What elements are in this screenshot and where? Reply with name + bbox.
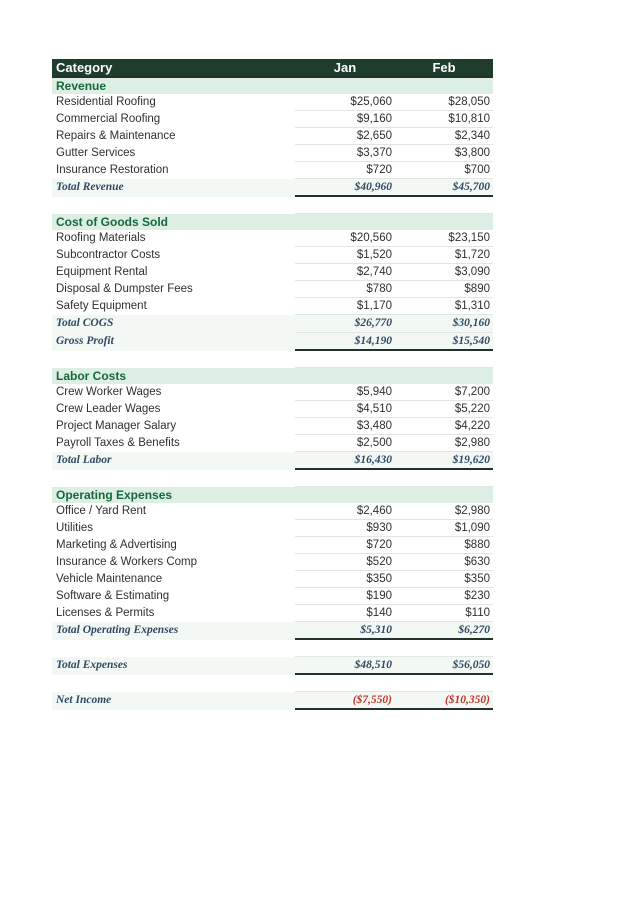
total-row <box>52 315 493 333</box>
table-row <box>52 537 493 554</box>
jan-cell: $190 <box>295 588 395 605</box>
jan-cell: $4,510 <box>295 401 395 418</box>
jan-cell: $720 <box>295 162 395 179</box>
jan-cell: $14,190 <box>295 333 395 351</box>
feb-cell: $5,220 <box>395 401 493 418</box>
feb-cell <box>395 675 493 692</box>
jan-cell: $1,520 <box>295 247 395 264</box>
category-cell: Total COGS <box>56 317 114 329</box>
jan-cell: $780 <box>295 281 395 298</box>
feb-cell: $6,270 <box>395 622 493 640</box>
table-row <box>52 435 493 452</box>
jan-cell: $2,500 <box>295 435 395 452</box>
feb-cell <box>395 351 493 368</box>
jan-cell: $3,480 <box>295 418 395 435</box>
gap-row <box>52 197 493 214</box>
category-cell <box>52 197 295 214</box>
table-row <box>52 520 493 537</box>
gap-row <box>52 351 493 368</box>
column-header-category: Category <box>56 60 113 75</box>
category-cell: Crew Leader Wages <box>56 403 161 415</box>
table-body <box>52 78 493 710</box>
feb-cell: $890 <box>395 281 493 298</box>
section-title: Cost of Goods Sold <box>56 215 168 229</box>
category-cell: Disposal & Dumpster Fees <box>56 283 193 295</box>
category-cell: Gross Profit <box>56 335 114 347</box>
category-cell: Net Income <box>56 694 112 706</box>
category-cell: Total Revenue <box>56 181 124 193</box>
table-row <box>52 230 493 247</box>
jan-cell: $2,740 <box>295 264 395 281</box>
section-title: Operating Expenses <box>56 488 173 502</box>
category-cell: Software & Estimating <box>56 590 170 602</box>
category-cell: Residential Roofing <box>56 96 156 108</box>
category-cell: Licenses & Permits <box>56 607 155 619</box>
category-cell: Insurance Restoration <box>56 164 169 176</box>
table-row <box>52 503 493 520</box>
total-row <box>52 692 493 710</box>
gap-row <box>52 640 493 657</box>
feb-cell <box>395 640 493 657</box>
category-cell: Safety Equipment <box>56 300 147 312</box>
feb-cell: $2,980 <box>395 435 493 452</box>
section-header-row <box>52 214 493 230</box>
feb-cell: $3,090 <box>395 264 493 281</box>
jan-cell: $1,170 <box>295 298 395 315</box>
feb-cell: $2,340 <box>395 128 493 145</box>
table-row <box>52 588 493 605</box>
feb-cell: $23,150 <box>395 230 493 247</box>
jan-cell: $9,160 <box>295 111 395 128</box>
jan-cell: $520 <box>295 554 395 571</box>
feb-cell: $230 <box>395 588 493 605</box>
category-cell: Roofing Materials <box>56 232 146 244</box>
category-cell: Total Operating Expenses <box>56 624 179 636</box>
gap-row <box>52 675 493 692</box>
category-cell: Repairs & Maintenance <box>56 130 176 142</box>
feb-cell: $19,620 <box>395 452 493 470</box>
table-row <box>52 418 493 435</box>
category-cell <box>52 640 295 657</box>
jan-cell: $25,060 <box>295 94 395 111</box>
column-header-jan: Jan <box>333 60 357 75</box>
feb-cell: $10,810 <box>395 111 493 128</box>
feb-cell <box>395 197 493 214</box>
feb-cell: $4,220 <box>395 418 493 435</box>
feb-cell: $15,540 <box>395 333 493 351</box>
jan-cell: $930 <box>295 520 395 537</box>
table-row <box>52 554 493 571</box>
category-cell: Vehicle Maintenance <box>56 573 163 585</box>
table-header-row <box>52 59 493 78</box>
category-cell: Commercial Roofing <box>56 113 161 125</box>
feb-cell: ($10,350) <box>395 692 493 710</box>
jan-cell: $350 <box>295 571 395 588</box>
category-cell: Total Labor <box>56 454 112 466</box>
feb-cell: $700 <box>395 162 493 179</box>
jan-cell: $3,370 <box>295 145 395 162</box>
feb-cell: $30,160 <box>395 315 493 333</box>
section-title: Labor Costs <box>56 369 127 383</box>
category-cell: Office / Yard Rent <box>56 505 147 517</box>
feb-cell: $3,800 <box>395 145 493 162</box>
jan-cell <box>295 351 395 368</box>
jan-cell: $16,430 <box>295 452 395 470</box>
jan-cell <box>295 640 395 657</box>
jan-cell: $26,770 <box>295 315 395 333</box>
feb-cell: $7,200 <box>395 384 493 401</box>
feb-cell: $1,720 <box>395 247 493 264</box>
total-row <box>52 179 493 197</box>
total-row <box>52 452 493 470</box>
jan-cell: $140 <box>295 605 395 622</box>
category-cell: Project Manager Salary <box>56 420 177 432</box>
category-cell: Insurance & Workers Comp <box>56 556 198 568</box>
feb-cell: $2,980 <box>395 503 493 520</box>
jan-cell: $40,960 <box>295 179 395 197</box>
jan-cell: $20,560 <box>295 230 395 247</box>
jan-cell <box>295 197 395 214</box>
section-header-row <box>52 368 493 384</box>
feb-cell: $45,700 <box>395 179 493 197</box>
category-cell: Payroll Taxes & Benefits <box>56 437 180 449</box>
gap-row <box>52 470 493 487</box>
jan-cell: $5,310 <box>295 622 395 640</box>
jan-cell: $5,940 <box>295 384 395 401</box>
section-title: Revenue <box>56 79 107 93</box>
total-row <box>52 622 493 640</box>
table-row <box>52 264 493 281</box>
feb-cell: $110 <box>395 605 493 622</box>
jan-cell <box>295 470 395 487</box>
jan-cell <box>295 675 395 692</box>
total-row <box>52 333 493 351</box>
category-cell: Equipment Rental <box>56 266 148 278</box>
category-cell <box>52 351 295 368</box>
jan-cell: $2,650 <box>295 128 395 145</box>
table-row <box>52 111 493 128</box>
jan-cell: $720 <box>295 537 395 554</box>
table-row <box>52 162 493 179</box>
category-cell <box>52 675 295 692</box>
table-row <box>52 281 493 298</box>
section-header-row <box>52 78 493 94</box>
table-row <box>52 94 493 111</box>
category-cell: Gutter Services <box>56 147 136 159</box>
table-row <box>52 401 493 418</box>
feb-cell: $880 <box>395 537 493 554</box>
category-cell: Utilities <box>56 522 94 534</box>
feb-cell: $1,310 <box>395 298 493 315</box>
feb-cell: $28,050 <box>395 94 493 111</box>
table-row <box>52 128 493 145</box>
feb-cell: $630 <box>395 554 493 571</box>
category-cell: Crew Worker Wages <box>56 386 162 398</box>
jan-cell: $2,460 <box>295 503 395 520</box>
feb-cell: $1,090 <box>395 520 493 537</box>
table-row <box>52 605 493 622</box>
profit-loss-table <box>52 59 493 710</box>
jan-cell: ($7,550) <box>295 692 395 710</box>
table-row <box>52 145 493 162</box>
category-cell: Total Expenses <box>56 659 128 671</box>
category-cell: Subcontractor Costs <box>56 249 161 261</box>
table-row <box>52 298 493 315</box>
total-row <box>52 657 493 675</box>
section-header-row <box>52 487 493 503</box>
feb-cell: $56,050 <box>395 657 493 675</box>
feb-cell: $350 <box>395 571 493 588</box>
feb-cell <box>395 470 493 487</box>
table-row <box>52 384 493 401</box>
jan-cell: $48,510 <box>295 657 395 675</box>
column-header-feb: Feb <box>432 60 456 75</box>
category-cell <box>52 470 295 487</box>
category-cell: Marketing & Advertising <box>56 539 177 551</box>
table-row <box>52 247 493 264</box>
table-row <box>52 571 493 588</box>
